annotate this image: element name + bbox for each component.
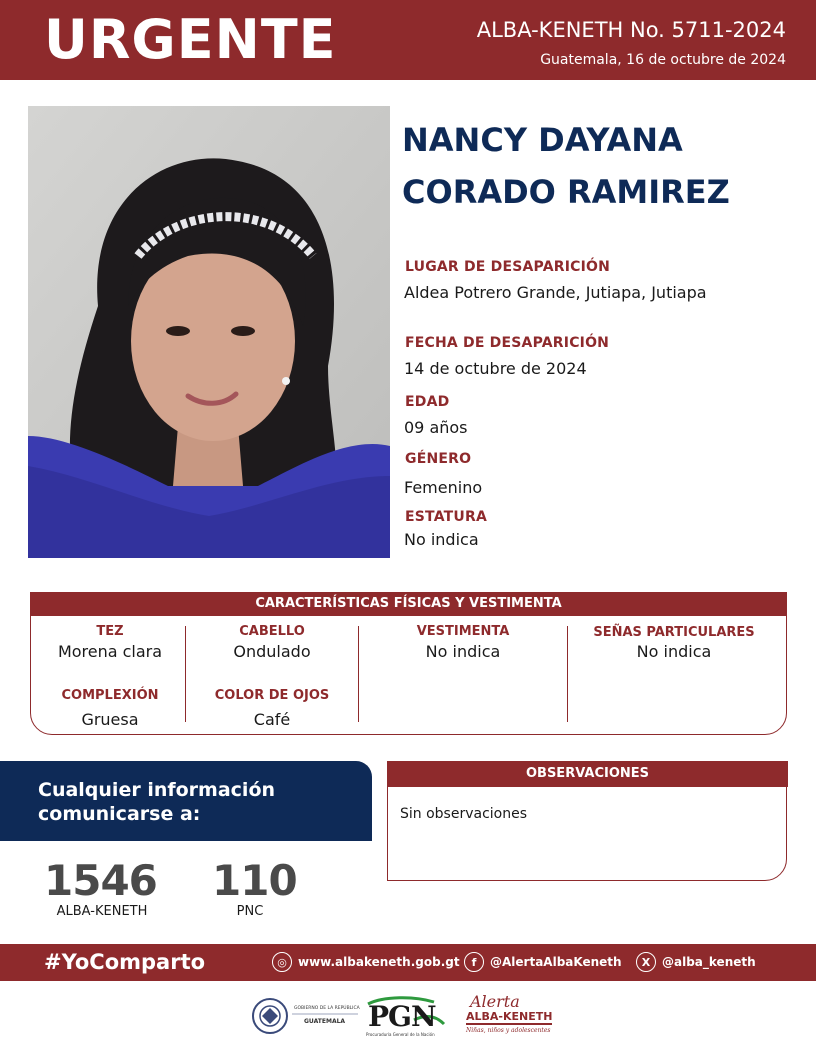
label-build: COMPLEXIÓN [61,688,159,703]
value-date: 14 de octubre de 2024 [404,359,587,378]
pgn-logo [364,994,448,1040]
gobierno-line1: GOBIERNO DE LA REPÚBLICA [294,1006,360,1011]
contact-line1: Cualquier información [38,779,276,801]
gobierno-line2: GUATEMALA [304,1018,346,1025]
divider [185,626,186,722]
label-eye-color: COLOR DE OJOS [214,688,330,703]
missing-person-photo [28,106,390,558]
value-clothing: No indica [425,642,501,661]
pgn-subtitle: Procuraduría General de la Nación [366,1032,435,1037]
value-eye-color: Café [253,710,291,729]
x-text: @alba_keneth [662,955,756,969]
person-name-line1: NANCY DAYANA [402,121,683,159]
value-build: Gruesa [81,710,139,729]
website-text: www.albakeneth.gob.gt [298,955,460,969]
case-number: ALBA-KENETH No. 5711-2024 [476,18,786,42]
phone-label-alba: ALBA-KENETH [56,904,148,919]
observations-title: OBSERVACIONES [387,761,788,787]
contact-text [38,778,358,826]
value-age: 09 años [404,418,468,437]
globe-icon: ◎ [272,952,292,972]
guatemala-seal-icon [250,994,360,1038]
value-hair: Ondulado [233,642,311,661]
portrait-illustration [28,106,390,558]
label-age: EDAD [405,394,450,410]
characteristics-title: CARACTERÍSTICAS FÍSICAS Y VESTIMENTA [30,592,787,616]
hashtag: #YoComparto [44,950,206,974]
alerta-alba-keneth-logo [464,992,553,1044]
label-marks: SEÑAS PARTICULARES [593,625,755,640]
alba-keneth-word: ALBA-KENETH [466,1010,553,1023]
value-skin: Morena clara [57,642,163,661]
alerta-tagline: Niñas, niños y adolescentes [466,1027,551,1034]
value-marks: No indica [636,642,712,661]
x-link[interactable] [636,951,756,973]
contact-line2: comunicarse a: [38,803,201,825]
guatemala-government-logo [250,994,360,1038]
phone-number-pnc[interactable]: 110 [212,856,297,905]
alerta-word: Alerta [470,992,520,1011]
value-gender: Femenino [404,478,483,497]
phone-label-pnc: PNC [236,904,264,919]
facebook-link[interactable] [464,951,622,973]
label-height: ESTATURA [405,509,487,525]
label-skin: TEZ [96,624,124,639]
facebook-text: @AlertaAlbaKeneth [490,955,622,969]
label-date: FECHA DE DESAPARICIÓN [405,335,610,351]
website-link[interactable] [272,951,460,973]
phone-number-alba[interactable]: 1546 [44,856,157,905]
person-name [402,114,802,218]
person-name-line2: CORADO RAMIREZ [402,173,730,211]
label-clothing: VESTIMENTA [416,624,510,639]
pgn-text: PGN [368,1000,436,1033]
value-height: No indica [404,530,479,549]
x-icon: X [636,952,656,972]
case-date: Guatemala, 16 de octubre de 2024 [540,52,786,68]
facebook-icon: f [464,952,484,972]
label-hair: CABELLO [239,624,305,639]
urgent-title: URGENTE [44,8,337,71]
observations-text: Sin observaciones [400,806,528,822]
divider [358,626,359,722]
label-place: LUGAR DE DESAPARICIÓN [405,259,611,275]
value-place: Aldea Potrero Grande, Jutiapa, Jutiapa [404,283,707,302]
divider [567,626,568,722]
label-gender: GÉNERO [405,451,472,467]
